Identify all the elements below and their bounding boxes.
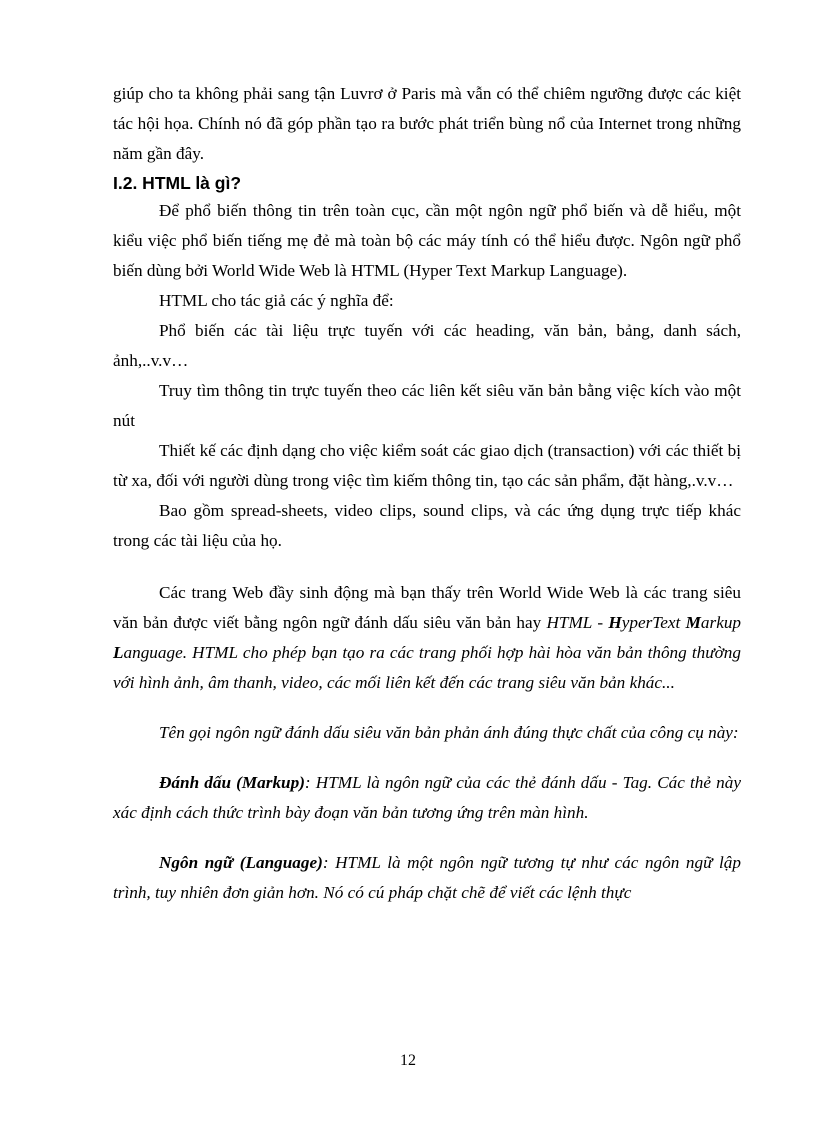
intro-paragraph: giúp cho ta không phải sang tận Luvrơ ở Paris mà vẫn có thể chiêm ngưỡng được các kiệt tác hội họa. Chính nó đã góp phần tạo ra bước phát triển bùng nổ của Internet trong những năm gần đây. bbox=[113, 84, 741, 163]
purpose-item-retrieve: Truy tìm thông tin trực tuyến theo các liên kết siêu văn bản bằng việc kích vào một nút bbox=[113, 381, 741, 430]
name-meaning-paragraph: Tên gọi ngôn ngữ đánh dấu siêu văn bản phản ánh đúng thực chất của công cụ này: bbox=[159, 723, 739, 742]
html-intro-paragraph: Để phổ biến thông tin trên toàn cục, cần một ngôn ngữ phổ biến và dễ hiểu, một kiểu việc phổ biến tiếng mẹ đẻ mà toàn bộ các máy tính có thể hiểu được. Ngôn ngữ phổ biến dùng bởi World Wide Web là HTML (Hyper Text Markup Language). bbox=[113, 201, 741, 280]
markup-m-letter: M bbox=[685, 613, 701, 632]
html-purpose-paragraph: HTML cho tác giả các ý nghĩa để: bbox=[159, 291, 394, 310]
markup-term: Đánh dấu (Markup) bbox=[159, 773, 305, 792]
web-pages-tail-text: anguage. HTML cho phép bạn tạo ra các trang phối hợp hài hòa văn bản thông thường với hình ảnh, âm thanh, video, các mối liên kết đến các trang siêu văn bản khác... bbox=[113, 643, 741, 692]
hypertext-text-word: Text bbox=[652, 613, 686, 632]
purpose-item-include-media: Bao gồm spread-sheets, video clips, sound clips, và các ứng dụng trực tiếp khác trong các tài liệu của họ. bbox=[113, 501, 741, 550]
language-definition-text: : HTML là một ngôn ngữ tương tự như các ngôn ngữ lập trình, tuy nhiên đơn giản hơn. Nó có cú pháp chặt chẽ để viết các lệnh thực bbox=[113, 853, 741, 902]
page-number: 12 bbox=[400, 1052, 416, 1069]
markup-arkup-text: arkup bbox=[700, 613, 742, 632]
web-pages-lead-text: Các trang Web đầy sinh động mà bạn thấy trên World Wide Web là các trang siêu văn bản được viết bằng ngôn ngữ đánh dấu siêu văn bản hay bbox=[113, 583, 741, 632]
hypertext-h-letter: H bbox=[608, 613, 622, 632]
web-pages-paragraph bbox=[113, 578, 741, 698]
section-heading: I.2. HTML là gì? bbox=[113, 173, 242, 193]
web-pages-html-text: HTML - bbox=[546, 613, 609, 632]
hypertext-yper-text: yper bbox=[621, 613, 653, 632]
purpose-item-design-forms: Thiết kế các định dạng cho việc kiểm soát các giao dịch (transaction) với các thiết bị từ xa, đối với người dùng trong việc tìm kiếm thông tin, tạo các sản phẩm, đặt hàng,.v.v… bbox=[113, 441, 741, 490]
markup-definition-paragraph bbox=[113, 768, 741, 828]
language-term: Ngôn ngữ (Language) bbox=[159, 853, 323, 872]
purpose-item-publish: Phổ biến các tài liệu trực tuyến với các heading, văn bản, bảng, danh sách, ảnh,..v.v… bbox=[113, 321, 741, 370]
page-content bbox=[113, 79, 741, 908]
language-l-letter: L bbox=[113, 643, 124, 662]
language-definition-paragraph bbox=[113, 848, 741, 908]
markup-definition-text: : HTML là ngôn ngữ của các thẻ đánh dấu - Tag. Các thẻ này xác định cách thức trình bày đoạn văn bản tương ứng trên màn hình. bbox=[113, 773, 741, 822]
